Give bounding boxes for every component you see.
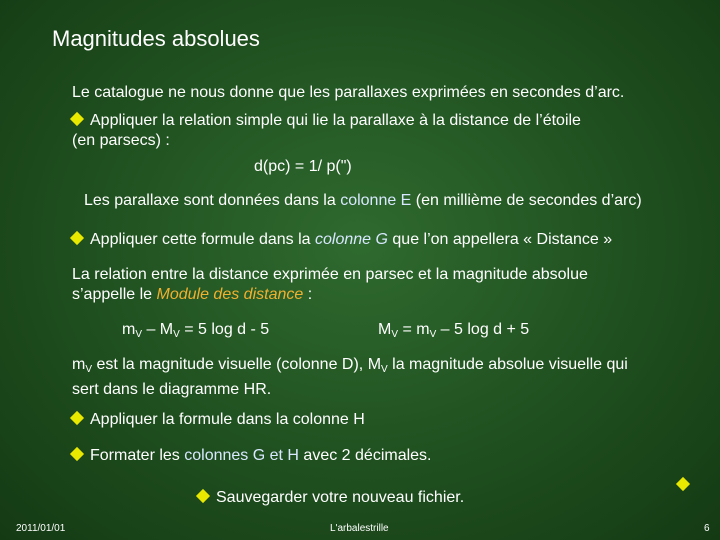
intro-text: Le catalogue ne nous donne que les parallaxes exprimées en secondes d’arc. bbox=[72, 84, 625, 101]
magnitude-definitions: $m_V$ est la magnitude visuelle (colonne D), $M_V$ la magnitude absolue visuelle qui sert dans le diagramme HR. bbox=[72, 356, 628, 398]
slide-title: Magnitudes absolues bbox=[52, 26, 260, 51]
diamond-bullet-icon bbox=[70, 231, 84, 245]
bullet-apply-relation: Appliquer la relation simple qui lie la parallaxe à la distance de l’étoile (en parsecs) : bbox=[72, 111, 581, 151]
diamond-bullet-icon bbox=[70, 411, 84, 425]
diamond-bullet-icon bbox=[196, 489, 210, 503]
bullet-save-file: Sauvegarder votre nouveau fichier. bbox=[198, 488, 464, 508]
parallax-note: Les parallaxe sont données dans la colonne E (en millième de secondes d’arc) bbox=[84, 192, 642, 209]
diamond-bullet-icon bbox=[70, 447, 84, 461]
parallax-formula: d(pc) = 1/ p(") bbox=[254, 158, 352, 175]
diamond-bullet-icon bbox=[70, 112, 84, 126]
bullet-column-h: Appliquer la formule dans la colonne H bbox=[72, 410, 365, 430]
footer-author: L'arbalestrille bbox=[330, 523, 389, 534]
bullet-format-columns: Formater les colonnes G et H avec 2 décimales. bbox=[72, 446, 432, 466]
bullet-apply-formula: Appliquer cette formule dans la colonne G que l’on appellera « Distance » bbox=[72, 230, 612, 250]
modulus-formula-left: $m_V - M_V = 5$ log d - 5 bbox=[122, 321, 270, 340]
page-number: 6 bbox=[704, 523, 710, 534]
distance-modulus-text: La relation entre la distance exprimée en parsec et la magnitude absolue s’appelle le Module des distance : bbox=[72, 266, 588, 303]
diamond-bullet-icon bbox=[676, 477, 690, 491]
modulus-formula-right: $M_V = m_V - 5$ log d + 5 bbox=[378, 321, 530, 340]
footer-date: 2011/01/01 bbox=[16, 523, 66, 534]
